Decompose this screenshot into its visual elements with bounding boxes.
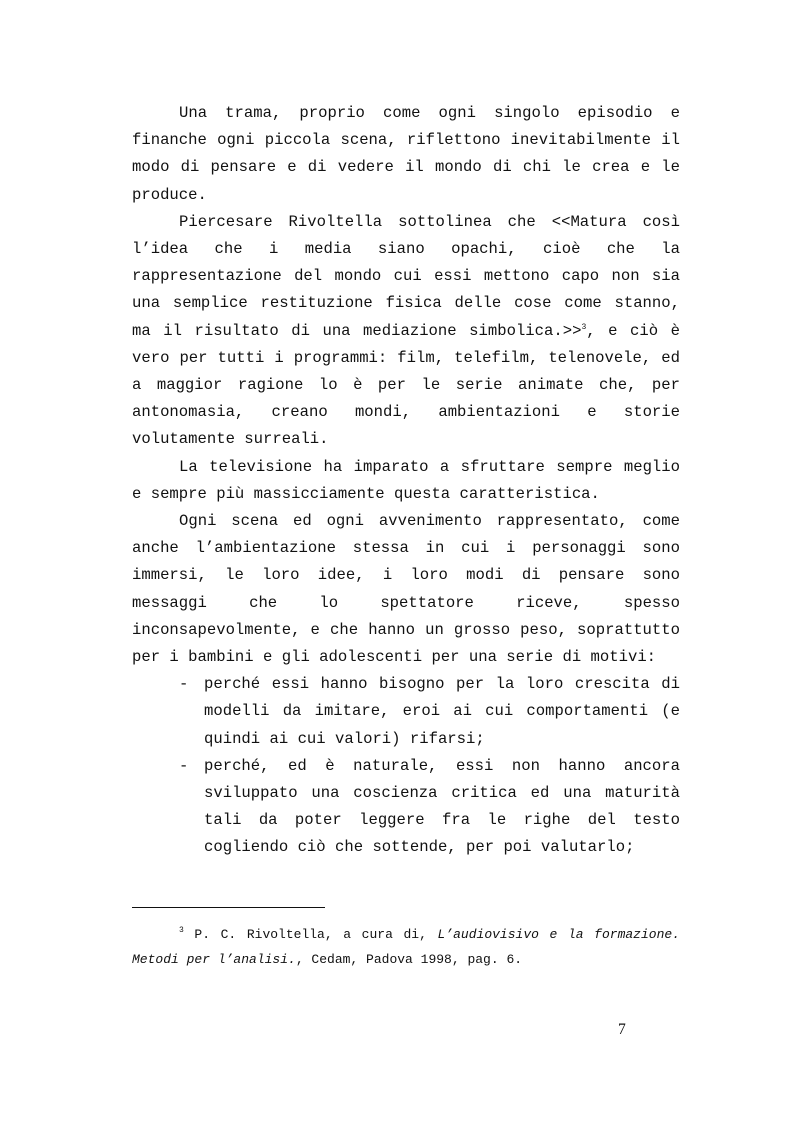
paragraph-3: La televisione ha imparato a sfruttare sempre meglio e sempre più massicciamente questa caratteristica.: [132, 457, 680, 503]
footnote-reference: 3: [581, 322, 587, 332]
footnote-author: P. C. Rivoltella, a cura di,: [194, 927, 427, 942]
main-text: [132, 100, 680, 862]
page-number: 7: [618, 1021, 626, 1038]
list-item: [179, 753, 680, 862]
paragraph-2: [132, 209, 680, 454]
list-item-text: perché essi hanno bisogno per la loro crescita di modelli da imitare, eroi ai cui comportamenti (e quindi ai cui valori) rifarsi;: [204, 675, 680, 748]
quote-text: Piercesare Rivoltella sottolinea che <<Matura così l’idea che i media siano opachi, cioè che la rappresentazione del mondo cui essi mettono capo non sia una semplice restituzione fisica delle cose come stanno, ma il risultato di una mediazione simbolica.>>: [132, 212, 680, 340]
footnote-number: 3: [179, 926, 184, 935]
footnote-separator: [132, 907, 325, 908]
list-dash: -: [179, 756, 189, 775]
paragraph-1: Una trama, proprio come ogni singolo episodio e finanche ogni piccola scena, riflettono inevitabilmente il modo di pensare e di vedere il mondo di chi le crea e le produce.: [132, 104, 680, 204]
list-item-text: perché, ed è naturale, essi non hanno ancora sviluppato una coscienza critica ed una maturità tali da poter leggere fra le righe del testo cogliendo ciò che sottende, per poi valutarlo;: [204, 756, 680, 857]
list-item: [179, 671, 680, 753]
list-dash: -: [179, 675, 189, 694]
paragraph-2-continuation: , e ciò è vero per tutti i programmi: film, telefilm, telenovele, ed a maggior ragione lo è per le serie animate che, per antonomasia, creano mondi, ambientazioni e storie volutamente surreali.: [132, 321, 680, 449]
paragraph-4: Ogni scena ed ogni avvenimento rappresentato, come anche l’ambientazione stessa in cui i personaggi sono immersi, le loro idee, i loro modi di pensare sono messaggi che lo spettatore riceve, spesso inconsapevolmente, e che hanno un grosso peso, soprattutto per i bambini e gli adolescenti per una serie di motivi:: [132, 512, 680, 667]
footnote-title: L’audiovisivo e la formazione. Metodi per l’analisi.: [132, 927, 680, 967]
footnote: [132, 922, 680, 972]
footnote-publication: , Cedam, Padova 1998, pag. 6.: [295, 952, 523, 967]
reasons-list: [132, 671, 680, 861]
